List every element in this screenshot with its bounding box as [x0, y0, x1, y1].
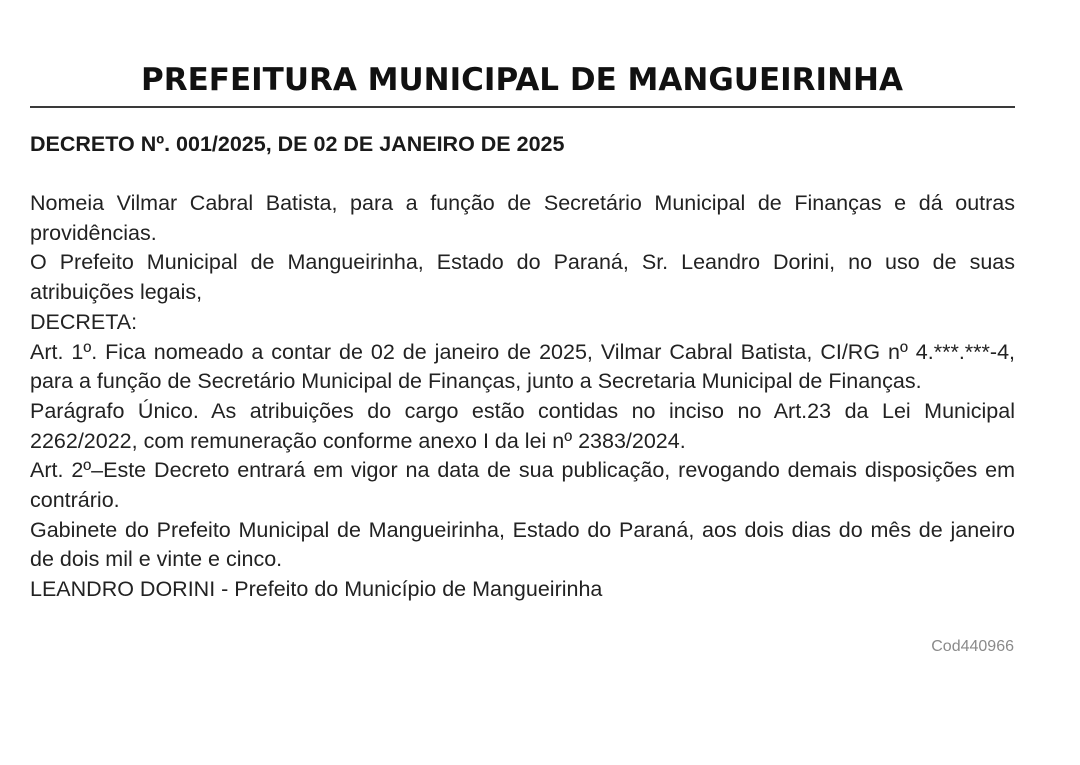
decree-preamble-paragraph: O Prefeito Municipal de Mangueirinha, Estado do Paraná, Sr. Leandro Dorini, no uso de suas atribuições legais,: [30, 250, 1015, 305]
decree-title: DECRETO Nº. 001/2025, DE 02 DE JANEIRO DE 2025: [30, 132, 565, 156]
decree-summary-paragraph: Nomeia Vilmar Cabral Batista, para a função de Secretário Municipal de Finanças e dá outras providências.: [30, 191, 1015, 245]
header-divider: [30, 106, 1015, 108]
page-title: PREFEITURA MUNICIPAL DE MANGUEIRINHA: [141, 62, 903, 98]
article-2-paragraph: Art. 2º–Este Decreto entrará em vigor na data de sua publicação, revogando demais disposições em contrário.: [30, 458, 1015, 513]
article-1-paragraph: Art. 1º. Fica nomeado a contar de 02 de janeiro de 2025, Vilmar Cabral Batista, CI/RG nº 4.***.***-4, para a função de Secretário Municipal de Finanças, junto a Secretaria Municipal de Finanças.: [30, 339, 1015, 394]
cabinet-date-paragraph: Gabinete do Prefeito Municipal de Mangueirinha, Estado do Paraná, aos dois dias do mês de janeiro de dois mil e vinte e cinco.: [30, 517, 1015, 572]
publication-code: Cod440966: [931, 638, 1014, 655]
decree-body: [30, 189, 1015, 605]
signature-line: LEANDRO DORINI - Prefeito do Município de Mangueirinha: [30, 577, 603, 602]
decree-decreta-paragraph: DECRETA:: [30, 309, 138, 334]
sole-paragraph: Parágrafo Único. As atribuições do cargo estão contidas no inciso no Art.23 da Lei Municipal 2262/2022, com remuneração conforme anexo I da lei nº 2383/2024.: [30, 398, 1015, 453]
